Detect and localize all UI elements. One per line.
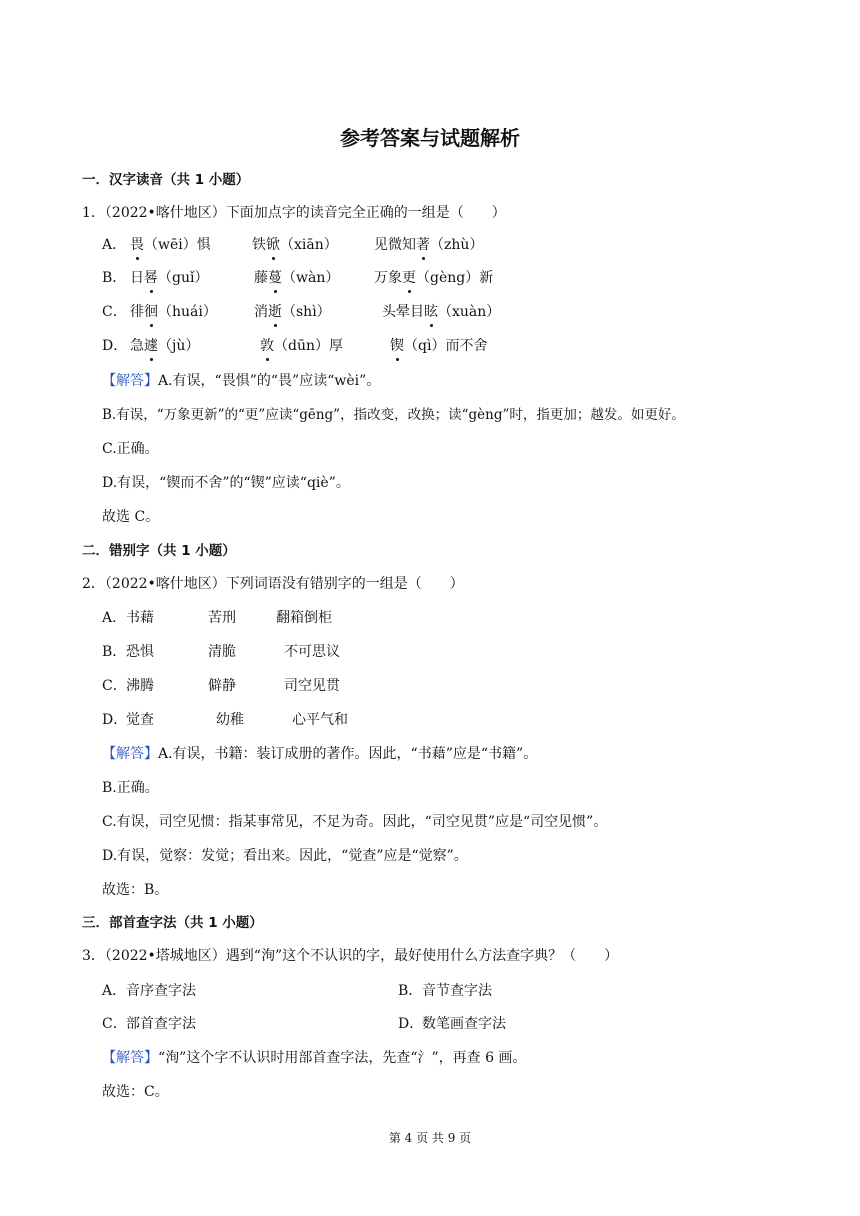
option-c: C． 沸腾 僻静 司空见贯	[102, 678, 340, 694]
answer-label: 【解答】	[102, 1050, 158, 1066]
option-d: D． 数笔画查字法	[398, 1016, 506, 1032]
dotted-char: 敦	[260, 338, 274, 354]
dotted-char: 锲	[390, 338, 404, 354]
answer-line: 【解答】A.有误，“畏惧”的“畏”应读“wèi”。	[102, 373, 381, 389]
option-a: A． 音序查字法	[102, 983, 196, 999]
dotted-char: 眩	[424, 304, 438, 320]
option-d: D． 急遽（jù） 敦（dūn）厚 锲（qì）而不舍	[102, 338, 488, 354]
page-number: 第 4 页 共 9 页	[388, 1131, 472, 1145]
answer-line: 【解答】“洵”这个字不认识时用部首查字法，先查“氵”，再查 6 画。	[102, 1050, 527, 1066]
answer-line: D.有误，“锲而不舍”的“锲”应读“qiè”。	[102, 475, 350, 491]
option-b: B． 恐惧 清脆 不可思议	[102, 644, 340, 660]
option-a: A． 书藉 苦刑 翻箱倒柜	[102, 610, 332, 626]
answer-line: 故选：B。	[102, 882, 169, 898]
dotted-char: 蔓	[268, 270, 282, 286]
dotted-char: 逝	[268, 304, 282, 320]
answer-line: D.有误，觉察：发觉；看出来。因此，“觉查”应是“觉察”。	[102, 848, 468, 864]
option-d: D． 觉查 幼稚 心平气和	[102, 712, 348, 728]
dotted-char: 畏	[130, 237, 144, 253]
question-text: 1．（2022•喀什地区）下面加点字的读音完全正确的一组是（ ）	[82, 205, 506, 221]
option-b: B． 音节查字法	[398, 983, 492, 999]
answer-line: 【解答】A.有误，书籍：装订成册的著作。因此，“书藉”应是“书籍”。	[102, 746, 538, 762]
answer-label: 【解答】	[102, 373, 158, 389]
question-text: 2．（2022•喀什地区）下列词语没有错别字的一组是（ ）	[82, 576, 464, 592]
option-b: B． 日晷（guǐ） 藤蔓（wàn） 万象更（gèng）新	[102, 270, 494, 286]
answer-line: 故选：C。	[102, 1084, 169, 1100]
option-a: A． 畏（wēi）惧 铁锨（xiān） 见微知著（zhù）	[102, 237, 484, 253]
answer-line: B.正确。	[102, 780, 159, 796]
dotted-char: 锨	[266, 237, 280, 253]
section-heading: 二．错别字（共 1 小题）	[82, 543, 236, 559]
dotted-char: 徊	[144, 304, 158, 320]
answer-line: B.有误，“万象更新”的“更”应读“gēng”，指改变，改换；读“gèng”时，指更加；越发。如更好。	[102, 407, 685, 423]
answer-line: C.有误，司空见惯：指某事常见，不足为奇。因此，“司空见贯”应是“司空见惯”。	[102, 814, 608, 830]
answer-line: 故选 C。	[102, 509, 160, 525]
dotted-char: 更	[402, 270, 416, 286]
dotted-char: 晷	[144, 270, 158, 286]
question-text: 3．（2022•塔城地区）遇到“洵”这个不认识的字，最好使用什么方法查字典？（ ）	[82, 948, 619, 964]
section-heading: 一．汉字读音（共 1 小题）	[82, 172, 250, 188]
answer-line: C.正确。	[102, 441, 159, 457]
dotted-char: 遽	[144, 338, 158, 354]
option-c: C． 徘徊（huái） 消逝（shì） 头晕目眩（xuàn）	[102, 304, 501, 320]
section-heading: 三．部首查字法（共 1 小题）	[82, 915, 263, 931]
dotted-char: 著	[416, 237, 430, 253]
option-c: C． 部首查字法	[102, 1016, 196, 1032]
answer-label: 【解答】	[102, 746, 158, 762]
page-title: 参考答案与试题解析	[340, 126, 520, 150]
